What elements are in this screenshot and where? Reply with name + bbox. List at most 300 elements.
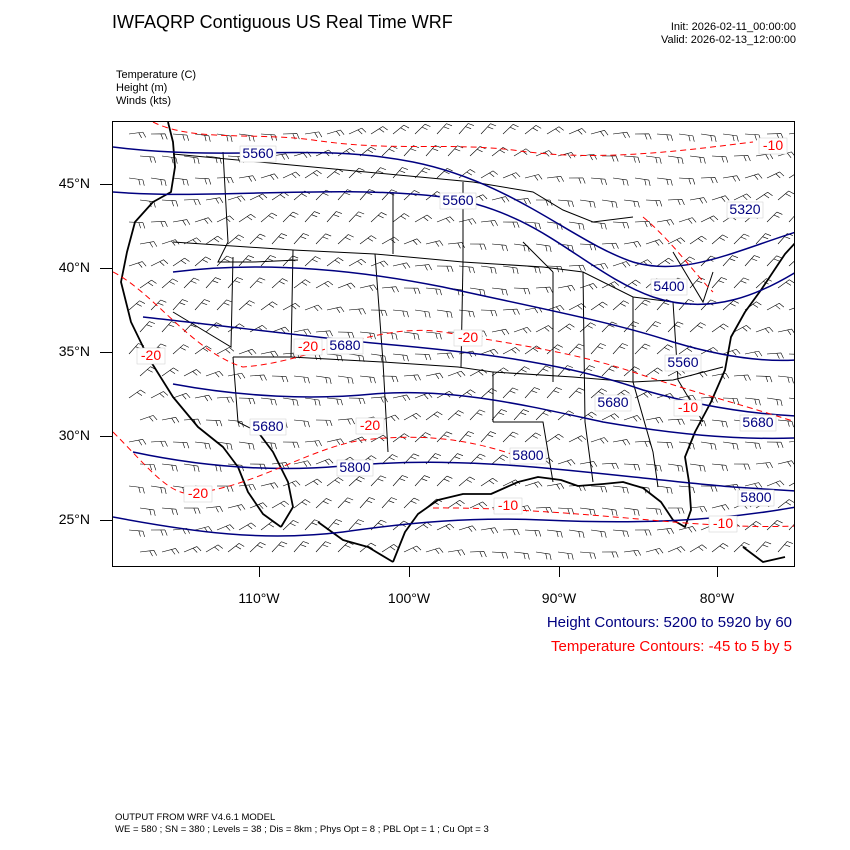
wind-barb <box>140 156 156 163</box>
wind-barb <box>690 506 707 512</box>
wind-barb <box>294 233 309 244</box>
wind-barb <box>503 124 519 134</box>
wind-barb <box>437 476 452 486</box>
wind-barb <box>140 550 157 556</box>
wind-barb <box>338 376 353 384</box>
wind-barb <box>657 134 673 141</box>
wind-barb <box>393 167 408 178</box>
wind-barb <box>250 234 265 244</box>
wind-barb <box>184 464 199 472</box>
wind-barb <box>338 542 353 552</box>
height-contour-legend: Height Contours: 5200 to 5920 by 60 <box>546 614 792 631</box>
wind-barb <box>591 130 608 136</box>
wind-barb <box>305 132 322 138</box>
wind-barb <box>701 134 716 142</box>
wind-barb <box>712 543 728 552</box>
wind-barb <box>151 441 167 447</box>
wind-barb <box>393 125 409 134</box>
wind-barb <box>668 238 685 244</box>
wind-barb <box>778 191 794 200</box>
wind-barb <box>525 125 541 134</box>
wind-barb <box>547 222 562 230</box>
wind-barb <box>217 347 234 354</box>
wind-barb <box>668 464 683 472</box>
wind-barb <box>525 482 542 488</box>
wind-barb <box>767 353 784 359</box>
wind-barb <box>382 498 397 508</box>
wind-barb <box>602 200 617 208</box>
wind-barb <box>459 526 476 532</box>
wind-barb <box>173 258 190 266</box>
wind-barb <box>162 548 179 554</box>
wind-barb <box>613 486 628 493</box>
wind-barb <box>536 552 551 560</box>
wind-barb <box>668 199 684 205</box>
field-label-winds: Winds (kts) <box>116 95 171 107</box>
wind-barb <box>239 523 256 530</box>
wind-barb <box>239 301 255 310</box>
wind-barb <box>338 148 355 156</box>
wind-barb <box>184 278 199 288</box>
wind-barb <box>129 301 145 310</box>
wind-barb <box>371 212 387 222</box>
wind-barb <box>503 388 518 398</box>
wind-barb <box>734 155 750 161</box>
wind-barb <box>591 222 606 229</box>
wind-barb <box>151 486 166 494</box>
wind-barb <box>613 344 628 354</box>
wind-barb <box>569 222 584 230</box>
wind-barb <box>789 441 795 447</box>
wind-barb <box>294 376 309 383</box>
wind-barb <box>349 212 364 222</box>
wind-barb <box>437 124 452 134</box>
wind-barb <box>239 214 256 222</box>
wind-barb <box>745 174 762 180</box>
wind-barb <box>646 368 662 376</box>
wind-barb <box>657 178 672 186</box>
wind-barb <box>239 176 256 182</box>
wind-barb <box>503 309 520 315</box>
temperature-contour-label: -10 <box>762 137 784 153</box>
wind-barb <box>470 551 486 557</box>
wind-barb <box>668 508 684 514</box>
wind-barb <box>327 130 344 136</box>
wind-barb <box>547 484 564 490</box>
temperature-contour-label: -10 <box>497 497 519 513</box>
wind-barb <box>305 479 322 486</box>
wind-barb <box>217 177 233 183</box>
lat-tick <box>100 184 112 185</box>
wind-barb <box>789 520 795 530</box>
wind-barb <box>525 174 542 180</box>
wind-barb <box>173 300 188 310</box>
wind-barb <box>327 439 344 445</box>
wind-barb <box>690 278 705 288</box>
wind-barb <box>283 520 299 530</box>
wind-barb <box>668 419 684 425</box>
wind-barb <box>393 310 409 317</box>
wind-barb <box>250 194 267 200</box>
wind-barb <box>690 545 707 552</box>
wind-barb <box>283 398 298 406</box>
temperature-contour-label: -10 <box>677 399 699 415</box>
wind-barb <box>327 519 342 530</box>
wind-barb <box>602 243 618 249</box>
wind-barb <box>536 410 551 420</box>
temperature-contour-label: -10 <box>712 515 734 531</box>
wind-barb <box>349 168 364 178</box>
wind-barb <box>162 464 177 471</box>
wind-barb <box>569 436 586 442</box>
wind-barb <box>426 332 441 339</box>
wind-barb <box>459 266 475 273</box>
wind-barb <box>569 530 584 538</box>
wind-barb <box>646 417 663 423</box>
wind-barb <box>536 507 552 513</box>
wind-barb <box>734 375 751 381</box>
wind-barb <box>712 324 728 332</box>
wind-barb <box>580 283 597 289</box>
lon-label-90w: 90°W <box>541 590 577 606</box>
wind-barb <box>613 439 630 445</box>
wind-barb <box>712 505 729 511</box>
wind-barb <box>404 332 419 340</box>
lat-tick <box>100 436 112 437</box>
wind-barb <box>723 256 738 266</box>
height-contour-label: 5560 <box>442 192 474 208</box>
wind-barb <box>261 351 278 357</box>
lat-label-40: 40°N <box>58 259 90 275</box>
wind-barb <box>712 464 728 471</box>
wind-barb <box>492 197 509 203</box>
height-contour-label: 5320 <box>729 201 761 217</box>
wind-barb <box>591 302 607 310</box>
wind-barb <box>349 476 365 486</box>
wind-barb <box>261 483 278 489</box>
wind-barb <box>591 178 607 185</box>
wind-barb <box>140 415 157 421</box>
field-label-height: Height (m) <box>116 82 168 94</box>
wind-barb <box>558 324 574 332</box>
wind-barb <box>514 552 529 560</box>
wind-barb <box>668 156 683 164</box>
wind-barb <box>767 172 784 178</box>
wind-barb <box>272 542 287 552</box>
wind-barb <box>745 398 760 405</box>
wind-barb <box>624 241 641 247</box>
wind-barb <box>756 463 773 469</box>
wind-barb <box>415 476 430 486</box>
wind-barb <box>646 322 661 332</box>
wind-barb <box>624 280 640 288</box>
wind-barb <box>723 176 740 182</box>
wind-barb <box>767 442 783 448</box>
wind-barb <box>393 214 409 222</box>
wind-barb <box>602 552 618 558</box>
wind-barb <box>503 173 520 179</box>
temperature-contours <box>113 122 795 527</box>
wind-barb <box>338 283 355 289</box>
wind-barb <box>767 520 783 530</box>
wind-barb <box>481 124 496 134</box>
wind-barb <box>712 420 727 427</box>
wind-barb <box>316 542 331 552</box>
wind-barb <box>316 331 333 337</box>
wind-barb <box>382 146 397 156</box>
wind-barb <box>404 546 421 552</box>
wind-barb <box>162 508 178 515</box>
wind-barb <box>547 388 562 398</box>
wind-barb <box>635 441 651 447</box>
wind-barb <box>338 234 354 244</box>
wind-barb <box>151 134 167 140</box>
wind-barb <box>745 521 761 530</box>
lon-label-80w: 80°W <box>699 590 735 606</box>
wind-barb <box>789 212 795 222</box>
wind-barb <box>536 325 553 332</box>
temperature-contour-label: -20 <box>359 417 381 433</box>
wind-barb <box>558 460 575 466</box>
wind-barb <box>316 281 333 288</box>
wind-barb <box>481 220 498 226</box>
wind-barb <box>184 156 199 164</box>
wind-barb <box>525 346 541 354</box>
wind-barb <box>283 212 298 222</box>
wind-barb <box>789 398 795 406</box>
wind-barb <box>448 500 465 508</box>
wind-barb <box>239 134 254 142</box>
wind-barb <box>305 441 322 447</box>
wind-barb <box>437 310 452 318</box>
wind-barb <box>646 156 661 164</box>
wind-barb <box>206 198 223 204</box>
wind-barb <box>206 420 222 426</box>
wind-barb <box>646 200 662 206</box>
wind-barb <box>360 285 377 291</box>
wind-barb <box>272 234 287 244</box>
wind-barb <box>657 220 674 226</box>
wind-barb <box>195 257 211 266</box>
wind-barb <box>767 303 784 310</box>
wind-barb <box>624 508 639 516</box>
wind-barb <box>426 241 443 247</box>
wind-barb <box>635 530 651 536</box>
wind-barb <box>393 263 410 269</box>
wind-barb <box>129 530 145 537</box>
lat-tick <box>100 352 112 353</box>
wind-barb <box>679 218 696 224</box>
wind-barb <box>173 393 190 399</box>
wind-barb <box>580 552 596 559</box>
wind-barb <box>173 345 189 354</box>
wind-barb <box>151 391 168 398</box>
wind-barb <box>173 134 189 141</box>
wind-barb <box>767 398 782 406</box>
wind-barb <box>547 530 562 538</box>
wind-barb <box>679 486 695 493</box>
wind-barb <box>613 301 629 310</box>
wind-barb <box>129 439 146 445</box>
wind-barb <box>712 235 728 244</box>
wind-barb <box>382 415 399 421</box>
wind-barb <box>349 309 366 315</box>
wind-barb <box>327 211 342 222</box>
wind-barb <box>448 243 465 249</box>
wind-barb <box>536 287 553 293</box>
wind-barb <box>184 547 201 553</box>
wind-barb <box>492 244 508 251</box>
wind-barb <box>206 371 223 377</box>
wind-barb <box>580 461 597 467</box>
wind-barb <box>426 412 442 420</box>
wind-barb <box>580 200 595 208</box>
wind-barb <box>767 481 784 487</box>
model-footer-options: WE = 580 ; SN = 380 ; Levels = 38 ; Dis = 8km ; Phys Opt = 8 ; PBL Opt = 1 ; Cu Opt = 3 <box>115 824 489 835</box>
wind-barb <box>734 234 749 244</box>
wind-barb <box>492 455 508 464</box>
wind-barb <box>448 146 463 156</box>
wind-barb <box>657 345 673 354</box>
wind-barb <box>745 256 760 266</box>
wind-barb <box>151 530 167 536</box>
wind-barb <box>437 353 454 359</box>
wind-barb <box>382 544 399 552</box>
wind-barb <box>217 525 234 531</box>
wind-barb <box>646 464 661 471</box>
wind-barb <box>778 461 795 467</box>
wind-barb <box>602 463 618 469</box>
wind-barb <box>305 170 322 178</box>
wind-barb <box>228 196 245 202</box>
lon-label-100w: 100°W <box>387 590 431 606</box>
wind-barb <box>327 307 344 313</box>
init-time: Init: 2026-02-11_00:00:00 <box>670 21 796 33</box>
wind-barb <box>679 526 696 532</box>
wind-barb <box>679 134 694 142</box>
wind-barb <box>239 398 255 404</box>
wind-barb <box>459 169 475 178</box>
lon-tick <box>559 567 560 577</box>
wind-barb <box>415 215 432 222</box>
lat-label-35: 35°N <box>58 343 90 359</box>
wind-barb <box>228 235 244 244</box>
wind-barb <box>514 244 529 252</box>
wind-barb <box>668 322 683 332</box>
wind-barb <box>195 134 210 142</box>
wind-barb <box>734 464 750 470</box>
wind-barb <box>217 300 232 310</box>
wind-barb <box>305 305 322 311</box>
wind-barb <box>283 481 300 487</box>
wind-barb <box>514 410 529 420</box>
temperature-contour-label: -20 <box>140 347 162 363</box>
wind-barb <box>129 132 146 138</box>
wind-barb <box>635 221 651 227</box>
wind-barb <box>327 258 343 266</box>
wind-barb <box>371 354 386 362</box>
wind-barb <box>173 178 188 186</box>
wind-barb <box>261 398 276 405</box>
wind-barb <box>789 170 795 178</box>
wind-barb <box>481 310 497 316</box>
wind-barb <box>789 257 795 266</box>
wind-barb <box>481 389 497 398</box>
wind-barb <box>162 368 178 376</box>
wind-barb <box>624 550 641 556</box>
wind-barb <box>712 196 729 202</box>
wind-barb <box>481 478 498 486</box>
wind-barb <box>206 506 223 512</box>
wind-barb <box>195 300 210 310</box>
wind-barb <box>162 279 178 288</box>
wind-barb <box>338 498 353 508</box>
wind-barb <box>481 171 498 178</box>
wind-barb <box>404 413 421 420</box>
wind-barb <box>294 420 310 427</box>
wind-barb <box>547 434 564 442</box>
wind-barb <box>382 237 399 244</box>
wind-barb <box>569 128 586 134</box>
wind-barb <box>415 354 431 360</box>
wind-barb <box>426 145 441 156</box>
lat-label-45: 45°N <box>58 175 90 191</box>
map-title: IWFAQRP Contiguous US Real Time WRF <box>112 12 453 32</box>
wind-barb <box>129 222 145 228</box>
wind-barb <box>437 432 452 442</box>
wind-barb <box>195 395 212 401</box>
wind-barb <box>327 398 343 405</box>
wind-barb <box>415 310 430 318</box>
wind-barb <box>316 498 332 508</box>
wind-barb <box>591 438 608 444</box>
field-label-temperature: Temperature (C) <box>116 69 197 81</box>
lon-tick <box>409 567 410 577</box>
wind-barb <box>470 502 487 508</box>
lat-tick <box>100 268 112 269</box>
wind-barb <box>624 156 640 163</box>
wind-barb <box>470 410 485 420</box>
wind-barb <box>690 156 705 164</box>
map-panel <box>112 121 795 567</box>
wind-barb <box>129 262 146 268</box>
temperature-contour-label: -20 <box>297 338 319 354</box>
wind-barb <box>151 221 167 227</box>
wind-barb <box>305 520 320 530</box>
wind-barb <box>690 198 707 204</box>
wind-barb <box>272 192 289 200</box>
wind-barb <box>481 432 496 442</box>
wind-barb <box>723 442 738 450</box>
height-contour-label: 5680 <box>742 414 774 430</box>
wind-barb <box>151 260 168 266</box>
wind-barb <box>448 411 464 420</box>
wind-barb <box>690 323 706 332</box>
wind-barb <box>184 508 200 514</box>
wind-barb <box>393 475 408 486</box>
height-contour-label: 5800 <box>512 447 544 463</box>
wind-barb <box>316 376 331 384</box>
wind-barb <box>635 300 650 310</box>
wind-barb <box>415 124 430 134</box>
weather-map <box>113 122 795 567</box>
wind-barb <box>635 134 651 140</box>
wind-barb <box>778 376 793 383</box>
wind-barb <box>481 266 496 274</box>
wind-barb <box>569 388 584 398</box>
wind-barb <box>569 344 584 354</box>
wind-barb <box>272 279 288 288</box>
